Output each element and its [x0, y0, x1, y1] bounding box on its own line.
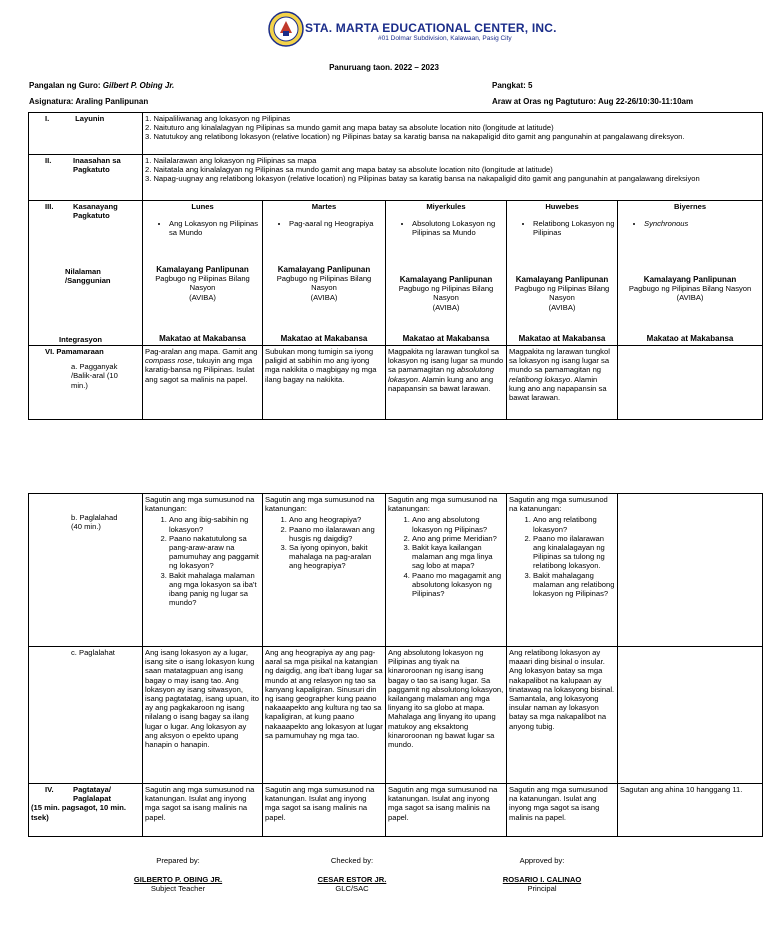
makatao-label: Makatao at Makabansa [646, 334, 734, 343]
inaasahan-label: Inaasahan sa Pagkatuto [73, 156, 121, 175]
question-item: 3. Bakit kaya kailangan malaman ang mga linya sag lobo at mapa? [412, 543, 504, 571]
pagtataya-label-cell [29, 784, 143, 837]
paglalahad-row [29, 494, 763, 647]
signature-role: Checked by: [330, 856, 374, 865]
lesson-plan-table-top [28, 112, 763, 420]
kasanayang-num: III. [45, 202, 54, 211]
kamalayang-label: Kamalayang Panlipunan [399, 275, 493, 284]
layunin-label: Layunin [75, 114, 105, 123]
integrasyon-label: Integrasyon [59, 335, 103, 344]
signature-title: Subject Teacher [150, 884, 206, 893]
aviba-label: (AVIBA) [548, 302, 576, 312]
paglalahat-cell: Ang ang heograpiya ay ang pag-aaral sa mga pisikal na katangian ng daigdig, ang iba't ibang lugar sa mundo at ang relasyon ng tao sa kanyang kapaligiran. Sinusuri din ng isang geographer kung paano nakaaapekto ang kultura ng tao sa kapaligiran, at kung paano nakaaapekto ang lokasyon at lugar sa pamumuhay ng mga tao. [263, 647, 386, 784]
paglalahad-intro: Sagutin ang mga sumusunod na katanungan: [388, 495, 498, 514]
topic-item: • Relatibong Lokasyon ng Pilipinas [533, 219, 615, 237]
kasanayang-row [29, 201, 763, 346]
schedule-label: Araw at Oras ng Pagtuturo: Aug 22-26/10:30-11:10am [492, 97, 694, 106]
pagtataya-cell: Sagutin ang mga sumusunod na katanungan. Isulat ang inyong mga sagot sa isang malinis na papel. [386, 784, 507, 837]
layunin-content [143, 113, 763, 155]
paglalahad-cell-empty [618, 494, 763, 647]
signature-prepared [118, 856, 238, 893]
signature-role: Prepared by: [156, 856, 200, 865]
question-item: 3. Sa iyong opinyon, bakit mahalaga na pag-aralan ang heograpiya? [289, 543, 383, 571]
paglalahat-cell: Ang isang lokasyon ay a lugar, isang site o isang lokasyon kung saan matatagpuan ang isang bagay o may isang tao. Ang lokasyon ay isang sitwasyon, isang pagtatatag, isang upuan, ito ay ang pagkakaroon ng isang nilalang o isang bagay sa ilang lugar o lugar. Ang lokasyon ay ang aksyon o epekto upang hanapin o hanapin. [143, 647, 263, 784]
inaasahan-row [29, 155, 763, 201]
pagtataya-row [29, 784, 763, 837]
inaasahan-item: 1. Nailalarawan ang lokasyon ng Pilipinas sa mapa [145, 156, 317, 165]
signature-name: GILBERTO P. OBING JR. [133, 875, 223, 884]
paglalahat-cell-empty [618, 647, 763, 784]
signature-approved [482, 856, 602, 893]
pagtataya-cell: Sagutin ang mga sumusunod na katanungan. Isulat ang inyong mga sagot sa isang malinis na papel. [143, 784, 263, 837]
question-item: 3. Bakit mahalagang malaman ang relatibong lokasyon ng Pilipinas? [533, 571, 615, 599]
day-header: Martes [311, 202, 337, 211]
aviba-label: (AVIBA) [676, 293, 704, 303]
inaasahan-content [143, 155, 763, 201]
inaasahan-num: II. [45, 156, 52, 165]
makatao-label: Makatao at Makabansa [402, 334, 490, 343]
makatao-label: Makatao at Makabansa [280, 334, 368, 343]
paglalahad-cell [143, 494, 263, 647]
pagbugo-label: Pagbugo ng Pilipinas Bilang Nasyon [276, 274, 372, 293]
aviba-label: (AVIBA) [432, 302, 460, 312]
paglalahat-label-cell [29, 647, 143, 784]
grade-label: Pangkat: 5 [492, 81, 533, 90]
signature-name: CESAR ESTOR JR. [317, 875, 387, 884]
paglalahad-label-cell [29, 494, 143, 647]
subject-label: Asignatura: Araling Panlipunan [29, 97, 149, 106]
paglalapat-label: Paglalapat [73, 794, 111, 804]
day-header: Huwebes [545, 202, 579, 211]
aviba-label: (AVIBA) [310, 292, 338, 302]
signature-title: GLC/SAC [335, 884, 369, 893]
school-address: #01 Dolmar Subdivision, Kalawaan, Pasig City [378, 35, 512, 42]
paglalahad-label: b. Paglalahad (40 min.) [71, 513, 118, 532]
day-header: Miyerkules [426, 202, 466, 211]
kamalayang-label: Kamalayang Panlipunan [156, 265, 249, 274]
day-cell-biyernes [618, 201, 763, 346]
day-header: Biyernes [673, 202, 707, 211]
lesson-plan-table-bottom [28, 493, 763, 837]
school-name: STA. MARTA EDUCATIONAL CENTER, INC. [305, 21, 557, 35]
pamamaraan-label: Pamamaraan [56, 347, 104, 356]
pagtataya-cell: Sagutin ang mga sumusunod na katanungan. Isulat ang inyong mga sagot sa isang malinis na papel. [263, 784, 386, 837]
topic-item: • Synchronous [644, 219, 760, 228]
pagganyak-cell: Subukan mong tumigin sa iyong paligid at sabihin mo ang iyong mga nakikita o magbigay ng mga ilang bagay na nakikita. [263, 346, 386, 420]
layunin-label-cell [29, 113, 143, 155]
pagganyak-label: a. Pagganyak /Balik-aral (10 min.) [71, 362, 118, 390]
signature-title: Principal [527, 884, 557, 893]
signature-role: Approved by: [519, 856, 565, 865]
pagganyak-cell: Magpakita ng larawan tungkol sa lokasyon ng isang lugar sa mundo sa pamamagitan ng relatibong lokasyo. Alamin kung ano ang napapansin sa bawat larawan. [507, 346, 618, 420]
nilalaman-label: Nilalaman /Sanggunian [65, 267, 111, 286]
inaasahan-item: 2. Naitatala ang kinalalagyan ng Pilipinas sa mundo gamit ang mapa batay sa absolute location nito (longitude at latitude) [145, 165, 553, 175]
paglalahad-cell [507, 494, 618, 647]
paglalahad-cell [263, 494, 386, 647]
pagbugo-label: Pagbugo ng Pilipinas Bilang Nasyon [628, 284, 752, 294]
makatao-label: Makatao at Makabansa [159, 334, 246, 343]
teacher-name: Gilbert P. Obing Jr. [102, 81, 175, 90]
layunin-row [29, 113, 763, 155]
layunin-item: 2. Naituturo ang kinalalagyan ng Pilipinas sa mundo gamit ang mapa batay sa absolute location nito (longitude at latitude) [145, 123, 554, 133]
pagganyak-row [29, 346, 763, 420]
teacher-line [29, 81, 174, 90]
school-seal-logo [268, 11, 304, 47]
teacher-label: Pangalan ng Guro: [29, 81, 101, 90]
inaasahan-label-cell [29, 155, 143, 201]
question-item: 2. Ano ang prime Meridian? [412, 534, 504, 543]
layunin-item: 3. Natutukoy ang relatibong lokasyon (relative location) ng Pilipinas batay sa karatig bansa na nakapaligid dito gamit ang pangunahin at pangalawang direksyon. [145, 132, 685, 142]
day-header: Lunes [191, 202, 214, 211]
question-item: 4. Paano mo magagamit ang absolutong lokasyon ng Pilipinas? [412, 571, 504, 599]
layunin-num: I. [45, 114, 50, 123]
pagtataya-num: IV. [45, 785, 54, 794]
topic-item: • Pag-aaral ng Heograpiya [289, 219, 383, 228]
paglalahad-cell [386, 494, 507, 647]
paglalahad-intro: Sagutin ang mga sumusunod na katanungan: [145, 495, 255, 514]
question-item: 2. Paano nakatutulong sa pang-araw-araw na pamumuhay ang paggamit ng lokasyon? [169, 534, 260, 571]
makatao-label: Makatao at Makabansa [518, 334, 606, 343]
question-item: 1. Ano ang ibig-sabihin ng lokasyon? [169, 515, 260, 533]
paglalahad-intro: Sagutin ang mga sumusunod na katanungan: [265, 495, 375, 514]
question-item: 1. Ano ang absolutong lokasyon ng Pilipinas? [412, 515, 504, 533]
kamalayang-label: Kamalayang Panlipunan [515, 275, 609, 284]
topic-item: • Ang Lokasyon ng Pilipinas sa Mundo [169, 219, 260, 237]
pagtataya-cell: Sagutan ang ahina 10 hanggang 11. [618, 784, 763, 837]
kamalayang-label: Kamalayang Panlipunan [643, 275, 737, 284]
day-cell-miyerkules [386, 201, 507, 346]
pagbugo-label: Pagbugo ng Pilipinas Bilang Nasyon [155, 274, 250, 293]
pagtataya-time-label: (15 min. pagsagot, 10 min. tsek) [31, 803, 126, 822]
question-item: 2. Paano mo ilalarawan ang husgis ng daigdig? [289, 525, 383, 543]
pagganyak-cell: Pag-aralan ang mapa. Gamit ang compass rose, tukuyin ang mga karatig-bansa ng Pilipinas. Isulat ang sagot sa malinis na papel. [143, 346, 263, 420]
pagtataya-label: Pagtataya/ [73, 785, 111, 794]
paglalahat-cell: Ang relatibong lokasyon ay maaari ding bisinal o insular. Ang lokasyon batay sa mga nakapalibot na kalupaan ay tinatawag na lokasyong bisinal. Samantala, ang lokasyong insular naman ay lokasyon batay sa mga nakapalibot na anyong tubig. [507, 647, 618, 784]
kamalayang-label: Kamalayang Panlipunan [277, 265, 371, 274]
kasanayang-label: Kasanayang Pagkatuto [73, 202, 118, 221]
signature-checked [292, 856, 412, 893]
pagbugo-label: Pagbugo ng Pilipinas Bilang Nasyon [398, 284, 494, 303]
signature-name: ROSARIO I. CALINAO [502, 875, 582, 884]
question-item: 2. Paano mo ilalarawan ang kinalalagayan ng Pilipinas sa tulong ng relatibong lokasyon. [533, 534, 615, 571]
school-year: Panuruang taon. 2022 – 2023 [329, 63, 439, 72]
inaasahan-item: 3. Napag-uugnay ang relatibong lokasyon (relative location) ng Pilipinas batay sa karatig bansa na nakapaligid dito gamit ang pangunahin at pangalawang direksiyon [145, 174, 700, 184]
kasanayang-label-cell [29, 201, 143, 346]
pagganyak-cell-empty [618, 346, 763, 420]
aviba-label: (AVIBA) [189, 292, 216, 302]
paglalahat-label: c. Paglalahat [71, 648, 115, 657]
pagbugo-label: Pagbugo ng Pilipinas Bilang Nasyon [514, 284, 610, 303]
pamamaraan-label-cell [29, 346, 143, 420]
day-cell-martes [263, 201, 386, 346]
paglalahat-cell: Ang absolutong lokasyon ng Pilipinas ang tiyak na kinaroroonan ng isang isang bagay o tao sa isang lugar. Sa paggamit ng absolutong lokasyon, kailangang malaman ang mga linyang ito sa globo at mapa. Mahalaga ang linyang ito upang matukoy ang eksaktong kinaroroonan ng bawat lugar sa mundo. [386, 647, 507, 784]
day-cell-huwebes [507, 201, 618, 346]
topic-item: • Absolutong Lokasyon ng Pilipinas sa Mundo [412, 219, 504, 237]
paglalahat-row [29, 647, 763, 784]
question-item: 1. Ano ang relatibong lokasyon? [533, 515, 615, 533]
layunin-item: 1. Naipaliliwanag ang lokasyon ng Pilipinas [145, 114, 291, 123]
paglalahad-intro: Sagutin ang mga sumusunod na katanungan: [509, 495, 608, 514]
question-item: 3. Bakit mahalaga malaman ang mga lokasyon sa iba't ibang panig ng lugar sa mundo? [169, 571, 260, 608]
day-cell-lunes [143, 201, 263, 346]
pamamaraan-num: VI. [45, 347, 55, 356]
question-item: 1. Ano ang heograpiya? [289, 515, 383, 524]
pagganyak-cell: Magpakita ng larawan tungkol sa lokasyon ng isang lugar sa mundo sa pamamagitan ng absolutong lokasyon. Alamin kung ano ang napapansin sa bawat larawan. [386, 346, 507, 420]
pagtataya-cell: Sagutin ang mga sumusunod na katanungan. Isulat ang inyong mga sagot sa isang malinis na papel. [507, 784, 618, 837]
